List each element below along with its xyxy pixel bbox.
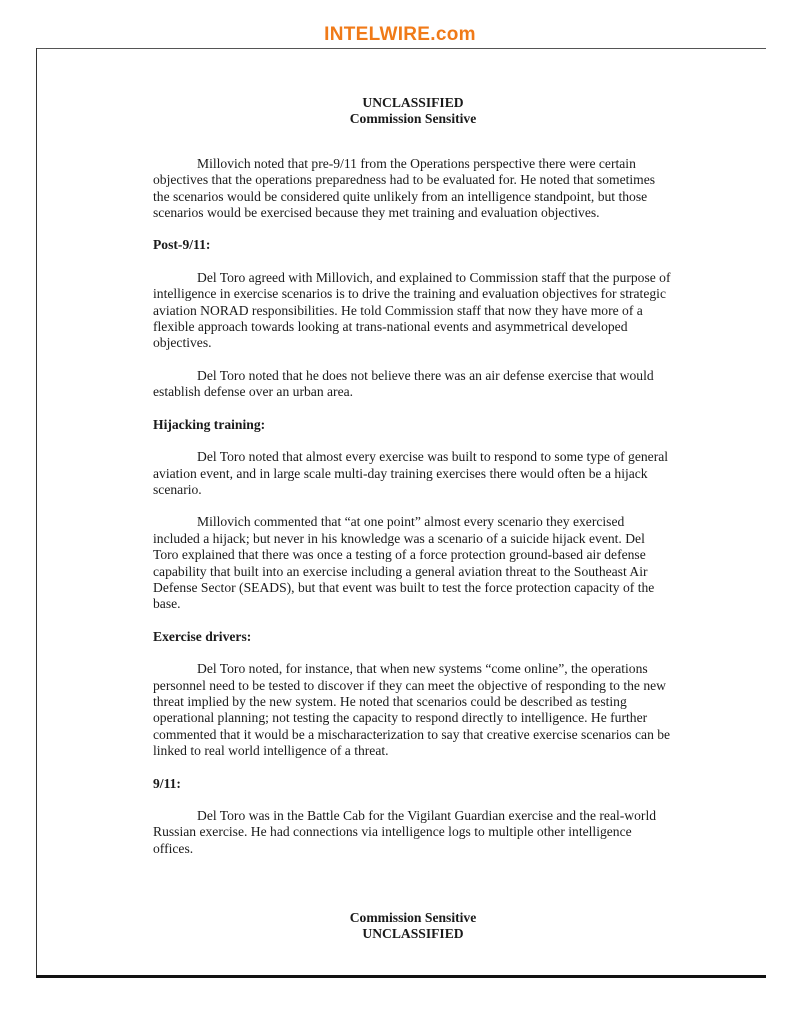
paragraph-deltoro-urban: Del Toro noted that he does not believe there was an air defense exercise that would establish defense over an urban area. (153, 367, 654, 400)
paragraph-deltoro-battle-cab: Del Toro was in the Battle Cab for the Vigilant Guardian exercise and the real-world Russian exercise. He had connections via intelligence logs to multiple other intelligence offices. (153, 808, 657, 856)
frame-top-rule (36, 48, 766, 49)
frame-left-rule (36, 48, 37, 976)
paragraph-millovich-hijack: Millovich commented that “at one point” almost every scenario they exercised included a hijack; but never in his knowledge was a scenario of a suicide hijack event. Del Toro explained that there was once a testing of a force protection ground-based air defense capability that built into an exercise including a general aviation threat to the Southeast Air Defense Sector (SEADS), but that event was built to test the force protection capacity of the base. (153, 514, 655, 612)
document-page (153, 95, 673, 873)
header-unclassified: UNCLASSIFIED (362, 95, 464, 110)
heading-post-911: Post-9/11: (153, 237, 211, 253)
paragraph-deltoro-agreed: Del Toro agreed with Millovich, and explained to Commission staff that the purpose of intelligence in exercise scenarios is to drive the training and evaluation objectives for strategic aviation NORAD responsibilities. He told Commission staff that now they have more of a flexible approach towards looking at trans-national events and asymmetrical developed objectives. (153, 269, 671, 351)
footer-classification (153, 910, 673, 943)
frame-bottom-rule (36, 975, 766, 978)
paragraph-millovich-pre911: Millovich noted that pre-9/11 from the Operations perspective there were certain objectives that the operations preparedness had to be evaluated for. He noted that sometimes the scenarios would be considered quite unlikely from an intelligence standpoint, but those scenarios would be exercised because they met training and evaluation objectives. (153, 155, 656, 221)
heading-hijacking-training: Hijacking training: (153, 416, 266, 432)
header-commission-sensitive: Commission Sensitive (349, 111, 477, 127)
paragraph-deltoro-new-systems: Del Toro noted, for instance, that when new systems “come online”, the operations personnel need to be tested to discover if they can meet the objective of responding to the new threat implied by the new system. He noted that scenarios could be described as testing operational planning; not testing the capacity to respond directly to intelligence. He further commented that it would be a mischaracterization to say that creative exercise scenarios can be linked to real world intelligence of a threat. (153, 661, 671, 759)
header-classification (153, 95, 673, 128)
paragraph-deltoro-general-aviation: Del Toro noted that almost every exercise was built to respond to some type of general aviation event, and in large scale multi-day training exercises there would often be a hijack scenario. (153, 449, 669, 497)
intelwire-watermark: INTELWIRE.com (324, 24, 476, 45)
heading-911: 9/11: (153, 775, 181, 791)
heading-exercise-drivers: Exercise drivers: (153, 628, 252, 644)
footer-unclassified: UNCLASSIFIED (362, 926, 464, 942)
footer-commission-sensitive: Commission Sensitive (349, 910, 477, 925)
